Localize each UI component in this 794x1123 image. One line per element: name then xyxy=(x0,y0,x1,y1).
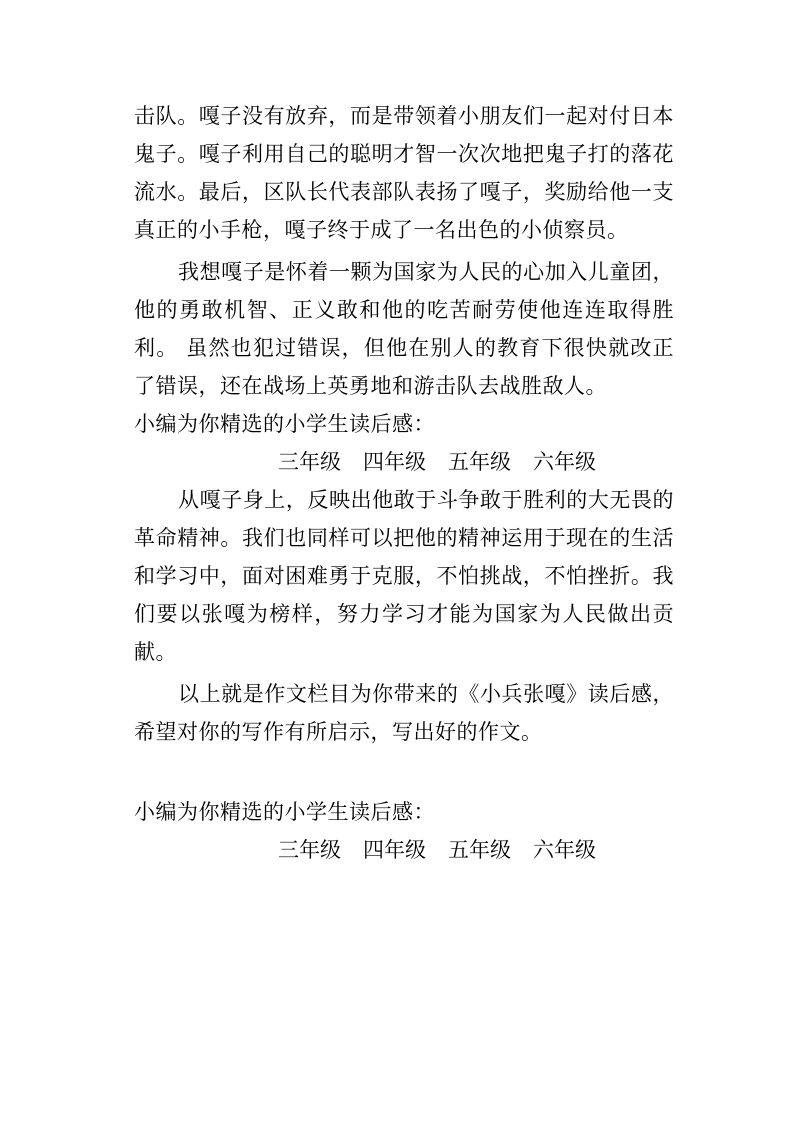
grade-link-5[interactable]: 五年级 xyxy=(448,450,511,474)
grade-link-4[interactable]: 四年级 xyxy=(363,838,426,862)
grade-link-6[interactable]: 六年级 xyxy=(533,450,596,474)
promo-label-2: 小编为你精选的小学生读后感： xyxy=(134,800,435,824)
promo-label-1: 小编为你精选的小学生读后感： xyxy=(134,412,435,436)
body-paragraph-4: 以上就是作文栏目为你带来的《小兵张嘎》读后感，希望对你的写作有所启示，写出好的作文。 xyxy=(134,682,674,744)
grade-link-3[interactable]: 三年级 xyxy=(278,450,341,474)
grade-links-2 xyxy=(134,831,674,869)
body-paragraph-3: 从嘎子身上，反映出他敢于斗争敢于胜利的大无畏的革命精神。我们也同样可以把他的精神运用于现在的生活和学习中，面对困难勇于克服，不怕挑战，不怕挫折。我们要以张嘎为榜样，努力学习才能为国家为人民做出贡献。 xyxy=(134,488,674,664)
body-paragraph-2: 我想嘎子是怀着一颗为国家为人民的心加入儿童团，他的勇敢机智、正义敢和他的吃苦耐劳使他连连取得胜利。 虽然也犯过错误，但他在别人的教育下很快就改正了错误，还在战场上英勇地和游击队去战胜敌人。 xyxy=(134,260,674,398)
spacer xyxy=(134,751,674,793)
grade-link-5[interactable]: 五年级 xyxy=(448,838,511,862)
document-page xyxy=(134,97,674,869)
grade-link-6[interactable]: 六年级 xyxy=(533,838,596,862)
grade-link-4[interactable]: 四年级 xyxy=(363,450,426,474)
body-paragraph-1: 击队。嘎子没有放弃，而是带领着小朋友们一起对付日本鬼子。嘎子利用自己的聪明才智一次次地把鬼子打的落花流水。最后，区队长代表部队表扬了嘎子，奖励给他一支真正的小手枪，嘎子终于成了一名出色的小侦察员。 xyxy=(134,104,674,242)
grade-link-3[interactable]: 三年级 xyxy=(278,838,341,862)
grade-links-1 xyxy=(134,443,674,481)
